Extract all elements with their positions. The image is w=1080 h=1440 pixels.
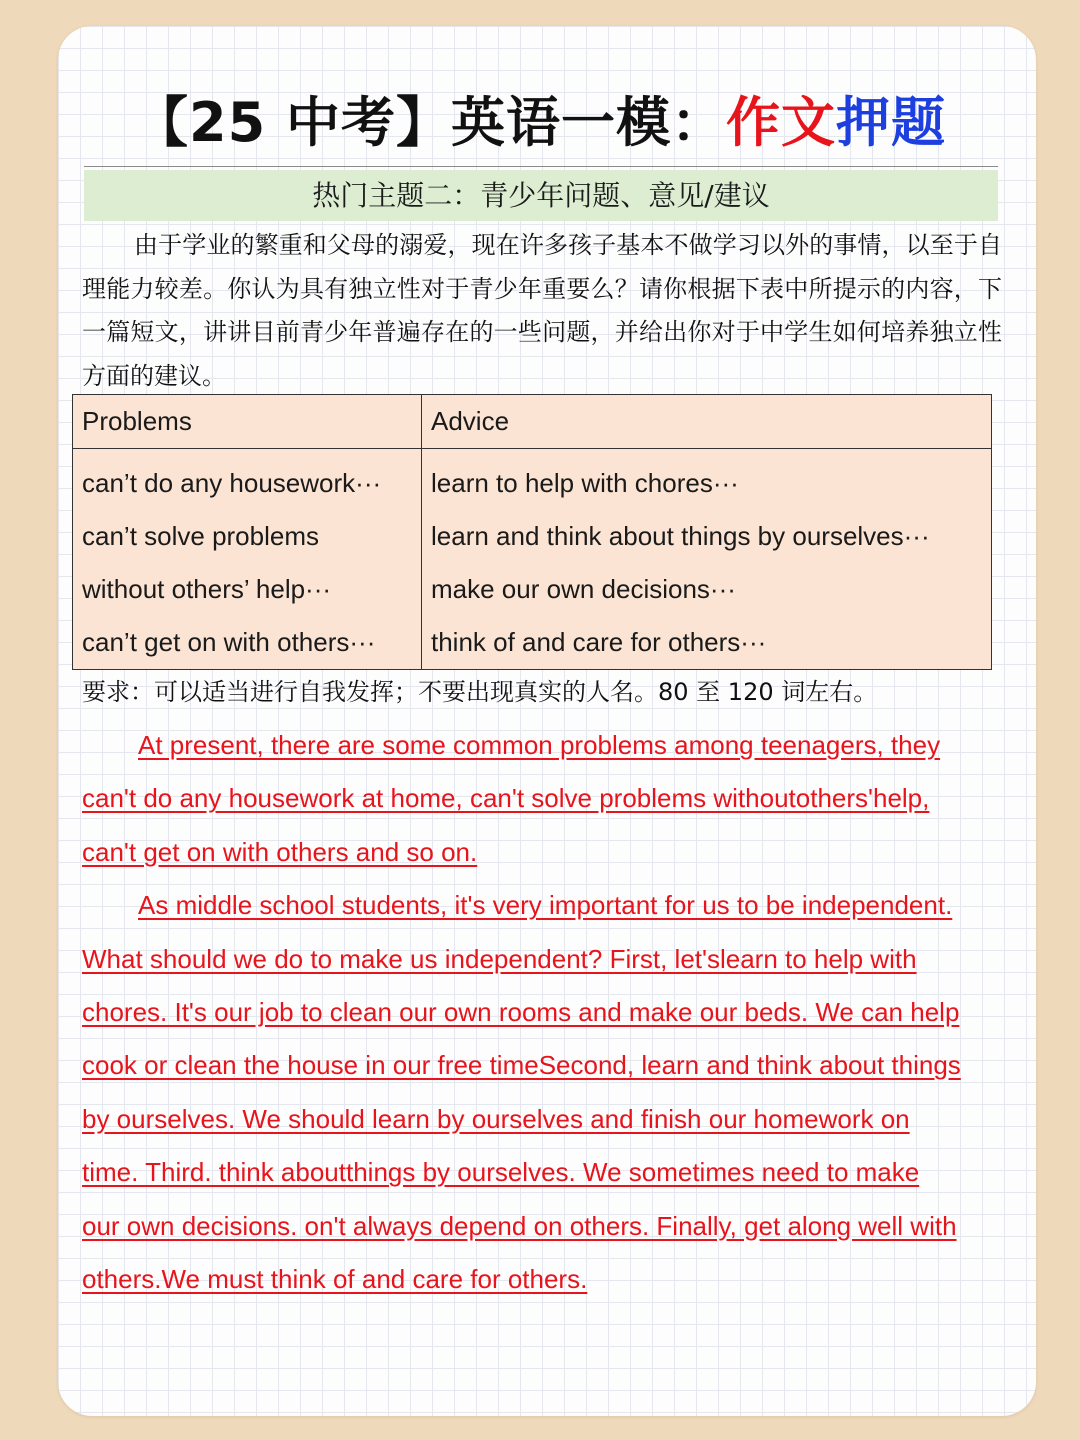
essay-line: our own decisions. on't always depend on others. Finally, get along well with [82,1210,957,1241]
essay-line: As middle school students, it's very important for us to be independent. [138,890,953,921]
topic-banner: 热门主题二：青少年问题、意见/建议 [84,170,998,221]
problem-item: can’t get on with others··· [82,627,376,657]
advice-item: learn to help with chores··· [431,468,739,498]
header-problems: Problems [73,395,422,449]
essay-line: cook or clean the house in our free timeSecond, learn and think about things [82,1050,961,1081]
problems-advice-table [72,394,992,670]
essay-line: time. Third. think aboutthings by ourselves. We sometimes need to make [82,1157,920,1188]
problem-item: can’t solve problems [82,521,319,551]
title-highlight-red: 作文 [725,91,836,154]
page-title [0,80,1080,157]
advice-item: make our own decisions··· [431,574,736,604]
header-advice: Advice [422,395,992,449]
essay-line: can't do any housework at home, can't solve problems withoutothers'help, [82,783,930,814]
title-highlight-blue: 押题 [835,91,946,154]
sample-essay [82,722,1002,1309]
essay-line: can't get on with others and so on. [82,836,478,867]
table-header-row [73,395,992,449]
essay-line: What should we do to make us independent? First, let'slearn to help with [82,943,917,974]
essay-line: chores. It's our job to clean our own rooms and make our beds. We can help [82,996,960,1027]
writing-prompt: 由于学业的繁重和父母的溺爱，现在许多孩子基本不做学习以外的事情，以至于自理能力较差。你认为具有独立性对于青少年重要么？请你根据下表中所提示的内容，下一篇短文，讲讲目前青少年普遍存在的一些问题，并给出你对于中学生如何培养独立性方面的建议。 [82,231,1002,390]
advice-item: think of and care for others··· [431,627,767,657]
essay-paragraph-2 [82,882,1002,1309]
requirements-text: 要求：可以适当进行自我发挥；不要出现真实的人名。80 至 120 词左右。 [82,678,878,706]
title-main: 【25 中考】英语一模： [134,91,726,154]
problems-cell [73,449,422,670]
essay-paragraph-1 [82,722,1002,882]
problem-item: without others’ help··· [82,574,332,604]
divider [84,166,998,167]
advice-cell [422,449,992,670]
table-row [73,449,992,670]
advice-item: learn and think about things by ourselves··· [431,521,930,551]
essay-line: others.We must think of and care for others. [82,1263,588,1294]
problem-item: can’t do any housework··· [82,468,382,498]
essay-line: At present, there are some common problems among teenagers, they [138,730,941,760]
essay-line: by ourselves. We should learn by ourselves and finish our homework on [82,1103,910,1134]
